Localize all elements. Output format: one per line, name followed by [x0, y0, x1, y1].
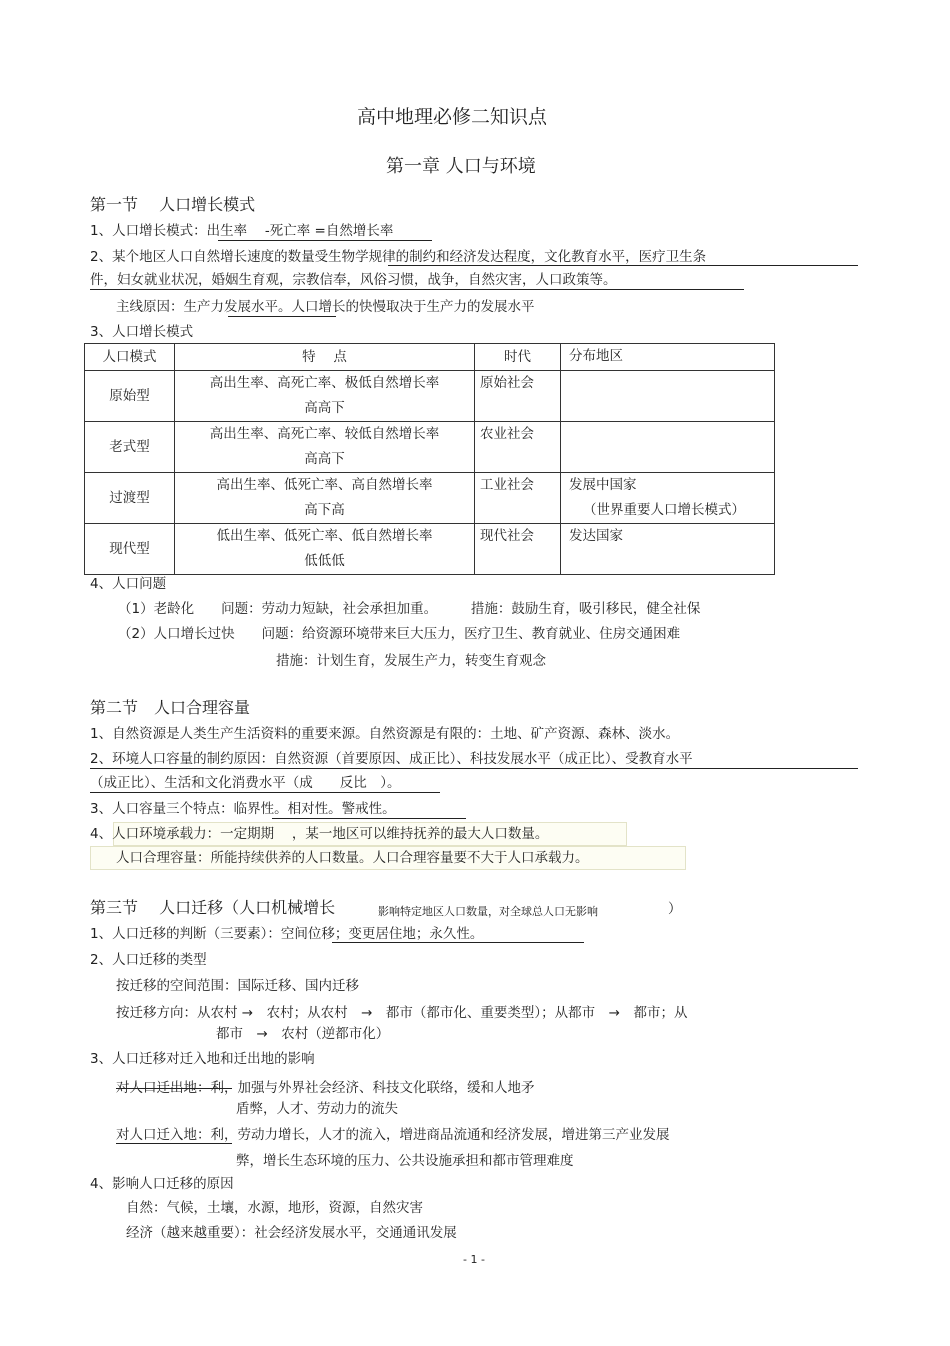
underline	[90, 792, 440, 793]
growth-problem: （2）人口增长过快 问题：给资源环境带来巨大压力，医疗卫生、教育就业、住房交通困难	[118, 626, 681, 642]
sec1-paragraph-3: 3、人口增长模式	[90, 324, 194, 340]
section-3-note: 影响特定地区人口数量，对全球总人口无影响	[378, 905, 598, 918]
sec1-paragraph-1: 1、人口增长模式：出生率 -死亡率 =自然增长率	[90, 223, 394, 239]
era-cell: 农业社会	[475, 422, 561, 473]
underline	[332, 942, 584, 943]
table-row	[85, 473, 775, 524]
migration-by-direction-line1: 按迁移方向：从农村 → 农村；从农村 → 都市（都市化、重要类型）；从都市 → 都市；从	[116, 1005, 688, 1021]
sec2-paragraph-1: 1、自然资源是人类生产生活资料的重要来源。自然资源是有限的：土地、矿产资源、森林、淡水。	[90, 726, 680, 742]
sec1-paragraph-4: 4、人口问题	[90, 576, 167, 592]
mode-cell: 过渡型	[85, 473, 175, 524]
population-model-table	[84, 343, 775, 575]
region-cell	[561, 422, 775, 473]
underline	[90, 289, 744, 290]
natural-factors: 自然：气候，土壤，水源，地形，资源，自然灾害	[126, 1200, 423, 1216]
section-1-title: 第一节 人口增长模式	[90, 195, 256, 214]
document-title: 高中地理必修二知识点	[357, 106, 548, 128]
sec2-paragraph-2-line2: （成正比）、生活和文化消费水平（成 反比 ）。	[90, 775, 401, 791]
sec1-main-reason: 主线原因：生产力发展水平。人口增长的快慢取决于生产力的发展水平	[116, 299, 535, 315]
era-cell: 工业社会	[475, 473, 561, 524]
table-header-cell: 时代	[475, 344, 561, 371]
economic-factors: 经济（越来越重要）：社会经济发展水平，交通通讯发展	[126, 1225, 457, 1241]
sec2-paragraph-2-line1: 2、环境人口容量的制约原因：自然资源（首要原因、成正比）、科技发展水平（成正比）、受教育水平	[90, 751, 693, 767]
feature-cell: 低出生率、低死亡率、低自然增长率 低低低	[175, 524, 475, 575]
section-3-title-close: ）	[668, 901, 682, 917]
migration-by-direction-line2: 都市 → 农村（逆都市化）	[216, 1026, 390, 1042]
table-header-cell: 人口模式	[85, 344, 175, 371]
underline	[228, 316, 336, 317]
emigration-impact-line2: 盾弊，人才、劳动力的流失	[236, 1101, 398, 1117]
underline	[116, 1143, 232, 1144]
sec3-paragraph-2: 2、人口迁移的类型	[90, 952, 207, 968]
table-row	[85, 371, 775, 422]
feature-cell: 高出生率、高死亡率、较低自然增长率 高高下	[175, 422, 475, 473]
table-header-cell: 特 点	[175, 344, 475, 371]
sec3-paragraph-3: 3、人口迁移对迁入地和迁出地的影响	[90, 1051, 315, 1067]
sec1-paragraph-2-line1: 2、某个地区人口自然增长速度的数量受生物学规律的制约和经济发达程度，文化教育水平，医疗卫生条	[90, 249, 707, 265]
strikethrough-line	[116, 1088, 232, 1089]
feature-cell: 高出生率、高死亡率、极低自然增长率 高高下	[175, 371, 475, 422]
section-2-title: 第二节 人口合理容量	[90, 698, 251, 717]
table-row	[85, 524, 775, 575]
underline	[90, 768, 858, 769]
chapter-title: 第一章 人口与环境	[386, 156, 536, 177]
sec1-paragraph-2-line2: 件，妇女就业状况，婚姻生育观，宗教信奉，风俗习惯，战争，自然灾害，人口政策等。	[90, 272, 617, 288]
sec3-paragraph-1: 1、人口迁移的判断（三要素）：空间位移；变更居住地；永久性。	[90, 926, 484, 942]
mode-cell: 原始型	[85, 371, 175, 422]
region-cell	[561, 371, 775, 422]
sec2-paragraph-3: 3、人口容量三个特点：临界性。相对性。警戒性。	[90, 801, 396, 817]
page-number: - 1 -	[463, 1253, 485, 1266]
sec3-paragraph-4: 4、影响人口迁移的原因	[90, 1176, 234, 1192]
region-cell: 发达国家	[561, 524, 775, 575]
mode-cell: 现代型	[85, 524, 175, 575]
sec2-paragraph-4: 4、人口环境承载力：一定期期 ，某一地区可以维持抚养的最大人口数量。	[90, 826, 549, 842]
growth-measures: 措施：计划生育，发展生产力，转变生育观念	[276, 653, 546, 669]
immigration-impact-line1: 对人口迁入地：利，劳动力增长，人才的流入，增进商品流通和经济发展，增进第三产业发展	[116, 1127, 670, 1143]
mode-cell: 老式型	[85, 422, 175, 473]
feature-cell: 高出生率、低死亡率、高自然增长率 高下高	[175, 473, 475, 524]
sec2-paragraph-5: 人口合理容量：所能持续供养的人口数量。人口合理容量要不大于人口承载力。	[116, 850, 589, 866]
migration-by-range: 按迁移的空间范围：国际迁移、国内迁移	[116, 978, 359, 994]
era-cell: 原始社会	[475, 371, 561, 422]
underline	[218, 240, 432, 241]
aging-problem: （1）老龄化 问题：劳动力短缺，社会承担加重。 措施：鼓励生育，吸引移民，健全社保	[118, 601, 701, 617]
underline	[388, 265, 858, 266]
table-header-row	[85, 344, 775, 371]
immigration-impact-line2: 弊，增长生态环境的压力、公共设施承担和都市管理难度	[236, 1153, 574, 1169]
region-cell: 发展中国家 （世界重要人口增长模式）	[561, 473, 775, 524]
era-cell: 现代社会	[475, 524, 561, 575]
table-row	[85, 422, 775, 473]
underline	[272, 818, 466, 819]
table-header-cell: 分布地区	[561, 344, 775, 371]
section-3-title: 第三节 人口迁移（人口机械增长	[90, 898, 336, 917]
emigration-impact-line1: 对人口迁出地：利，加强与外界社会经济、科技文化联络，缓和人地矛	[116, 1080, 535, 1096]
